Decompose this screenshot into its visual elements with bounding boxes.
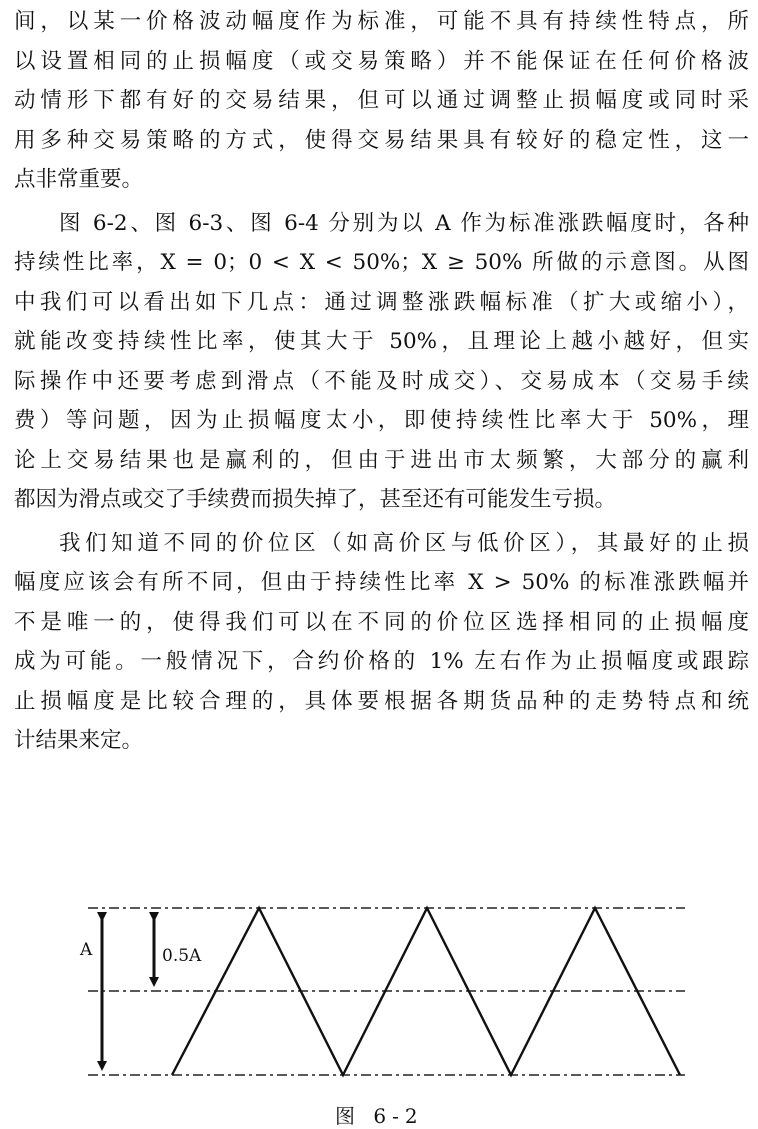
- paragraph-3: [14, 524, 749, 761]
- text-line: 都因为滑点或交了手续费而损失掉了，甚至还有可能发生亏损。: [14, 487, 617, 512]
- text-line: 就能改变持续性比率，使其大于 50%，且理论上越小越好，但实: [14, 329, 749, 354]
- text-line: 费）等问题，因为止损幅度太小，即使持续性比率大于 50%，理: [14, 408, 749, 433]
- text-line: 点非常重要。: [14, 167, 144, 192]
- zigzag-diagram: [60, 893, 700, 1093]
- paragraph-1: [14, 2, 749, 200]
- text-line: 中我们可以看出如下几点：通过调整涨跌幅标准（扩大或缩小），: [14, 289, 749, 315]
- text-line: 动情形下都有好的交易结果，但可以通过调整止损幅度或同时采: [14, 88, 749, 113]
- text-line: 间，以某一价格波动幅度作为标准，可能不具有持续性特点，所: [14, 9, 749, 34]
- text-line: 以设置相同的止损幅度（或交易策略）并不能保证在任何价格波: [14, 48, 749, 74]
- text-line: 持续性比率，X = 0；0 < X < 50%；X ≥ 50% 所做的示意图。从图: [14, 250, 749, 275]
- text-line: 际操作中还要考虑到滑点（不能及时成交）、交易成本（交易手续: [14, 368, 749, 394]
- figure-6-2: [60, 893, 700, 1093]
- text-line: 我们知道不同的价位区（如高价区与低价区），其最好的止损: [59, 530, 749, 556]
- text-line: 幅度应该会有所不同，但由于持续性比率 X > 50% 的标准涨跌幅并: [14, 570, 749, 595]
- paragraph-2: [14, 204, 749, 520]
- text-line: 论上交易结果也是赢利的，但由于进出市太频繁，大部分的赢利: [14, 447, 749, 473]
- text-line: 图 6-2、图 6-3、图 6-4 分别为以 A 作为标准涨跌幅度时，各种: [59, 210, 749, 236]
- text-line: 不是唯一的，使得我们可以在不同的价位区选择相同的止损幅度: [14, 609, 749, 635]
- label-a: A: [80, 940, 93, 960]
- text-line: 成为可能。一般情况下，合约价格的 1% 左右作为止损幅度或跟踪: [14, 649, 749, 674]
- text-line: 用多种交易策略的方式，使得交易结果具有较好的稳定性，这一: [14, 127, 749, 153]
- figure-caption: 图 6-2: [335, 1104, 424, 1128]
- text-line: 计结果来定。: [14, 728, 144, 753]
- label-half-a: 0.5A: [162, 946, 202, 966]
- text-line: 止损幅度是比较合理的，具体要根据各期货品种的走势特点和统: [14, 688, 749, 714]
- body-text: [14, 2, 749, 761]
